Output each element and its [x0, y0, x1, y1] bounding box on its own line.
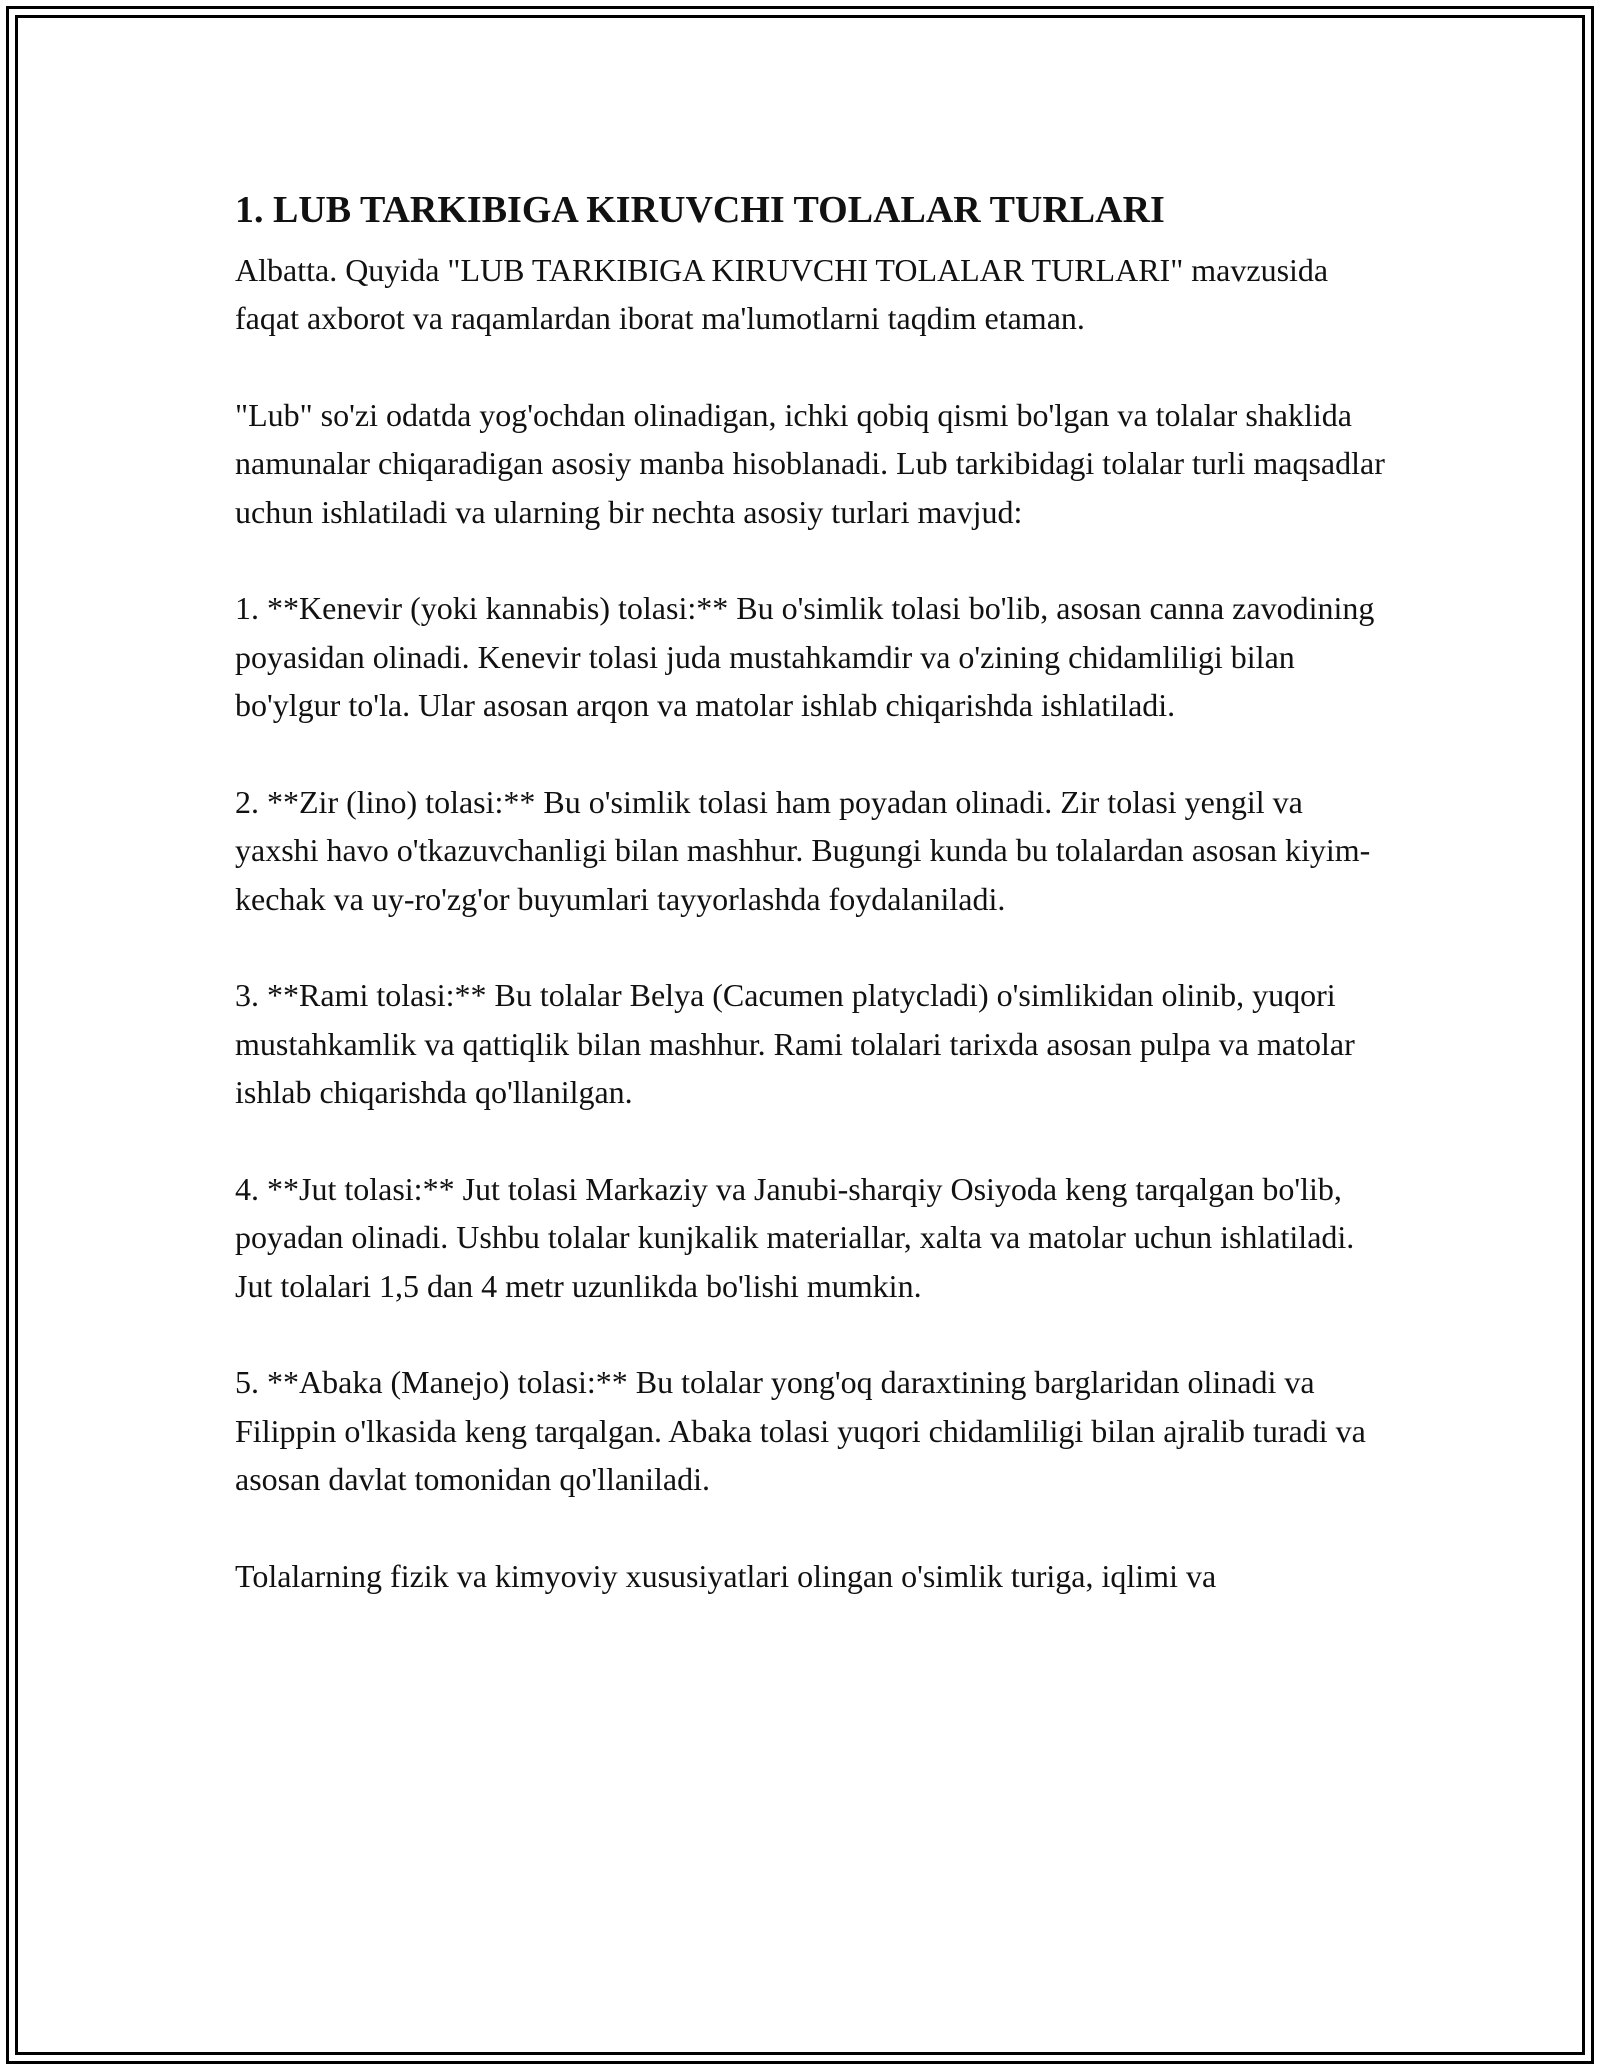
list-item-kenevir: 1. **Kenevir (yoki kannabis) tolasi:** Bu o'simlik tolasi bo'lib, asosan canna zavodining poyasidan olinadi. Kenevir tolasi juda mustahkamdir va o'zining chidamliligi bilan bo'ylgur to'la. Ular asosan arqon va matolar ishlab chiqarishda ishlatiladi.: [235, 590, 1375, 724]
document-body: [235, 180, 1385, 1648]
list-item-abaka: 5. **Abaka (Manejo) tolasi:** Bu tolalar yong'oq daraxtining barglaridan olinadi va Filippin o'lkasida keng tarqalgan. Abaka tolasi yuqori chidamliligi bilan ajralib turadi va asosan davlat tomonidan qo'llaniladi.: [235, 1364, 1366, 1498]
list-item-rami: 3. **Rami tolasi:** Bu tolalar Belya (Cacumen platycladi) o'simlikidan olinib, yuqori mustahkamlik va qattiqlik bilan mashhur. Rami tolalari tarixda asosan pulpa va matolar ishlab chiqarishda qo'llanilgan.: [235, 977, 1355, 1111]
document-title: 1. LUB TARKIBIGA KIRUVCHI TOLALAR TURLARI: [235, 189, 1165, 231]
closing-paragraph: Tolalarning fizik va kimyoviy xususiyatlari olingan o'simlik turiga, iqlimi va: [235, 1557, 1217, 1594]
intro-paragraph: Albatta. Quyida "LUB TARKIBIGA KIRUVCHI TOLALAR TURLARI" mavzusida faqat axborot va raqamlardan iborat ma'lumotlarni taqdim etaman.: [235, 251, 1329, 337]
list-item-zir: 2. **Zir (lino) tolasi:** Bu o'simlik tolasi ham poyadan olinadi. Zir tolasi yengil va yaxshi havo o'tkazuvchanligi bilan mashhur. Bugungi kunda bu tolalardan asosan kiyim-kechak va uy-ro'zg'or buyumlari tayyorlashda foydalaniladi.: [235, 783, 1371, 917]
definition-paragraph: "Lub" so'zi odatda yog'ochdan olinadigan, ichki qobiq qismi bo'lgan va tolalar shaklida namunalar chiqaradigan asosiy manba hisoblanadi. Lub tarkibidagi tolalar turli maqsadlar uchun ishlatiladi va ularning bir nechta asosiy turlari mavjud:: [235, 396, 1385, 530]
list-item-jut: 4. **Jut tolasi:** Jut tolasi Markaziy va Janubi-sharqiy Osiyoda keng tarqalgan bo'lib, poyadan olinadi. Ushbu tolalar kunjkalik materiallar, xalta va matolar uchun ishlatiladi. Jut tolalari 1,5 dan 4 metr uzunlikda bo'lishi mumkin.: [235, 1170, 1355, 1304]
